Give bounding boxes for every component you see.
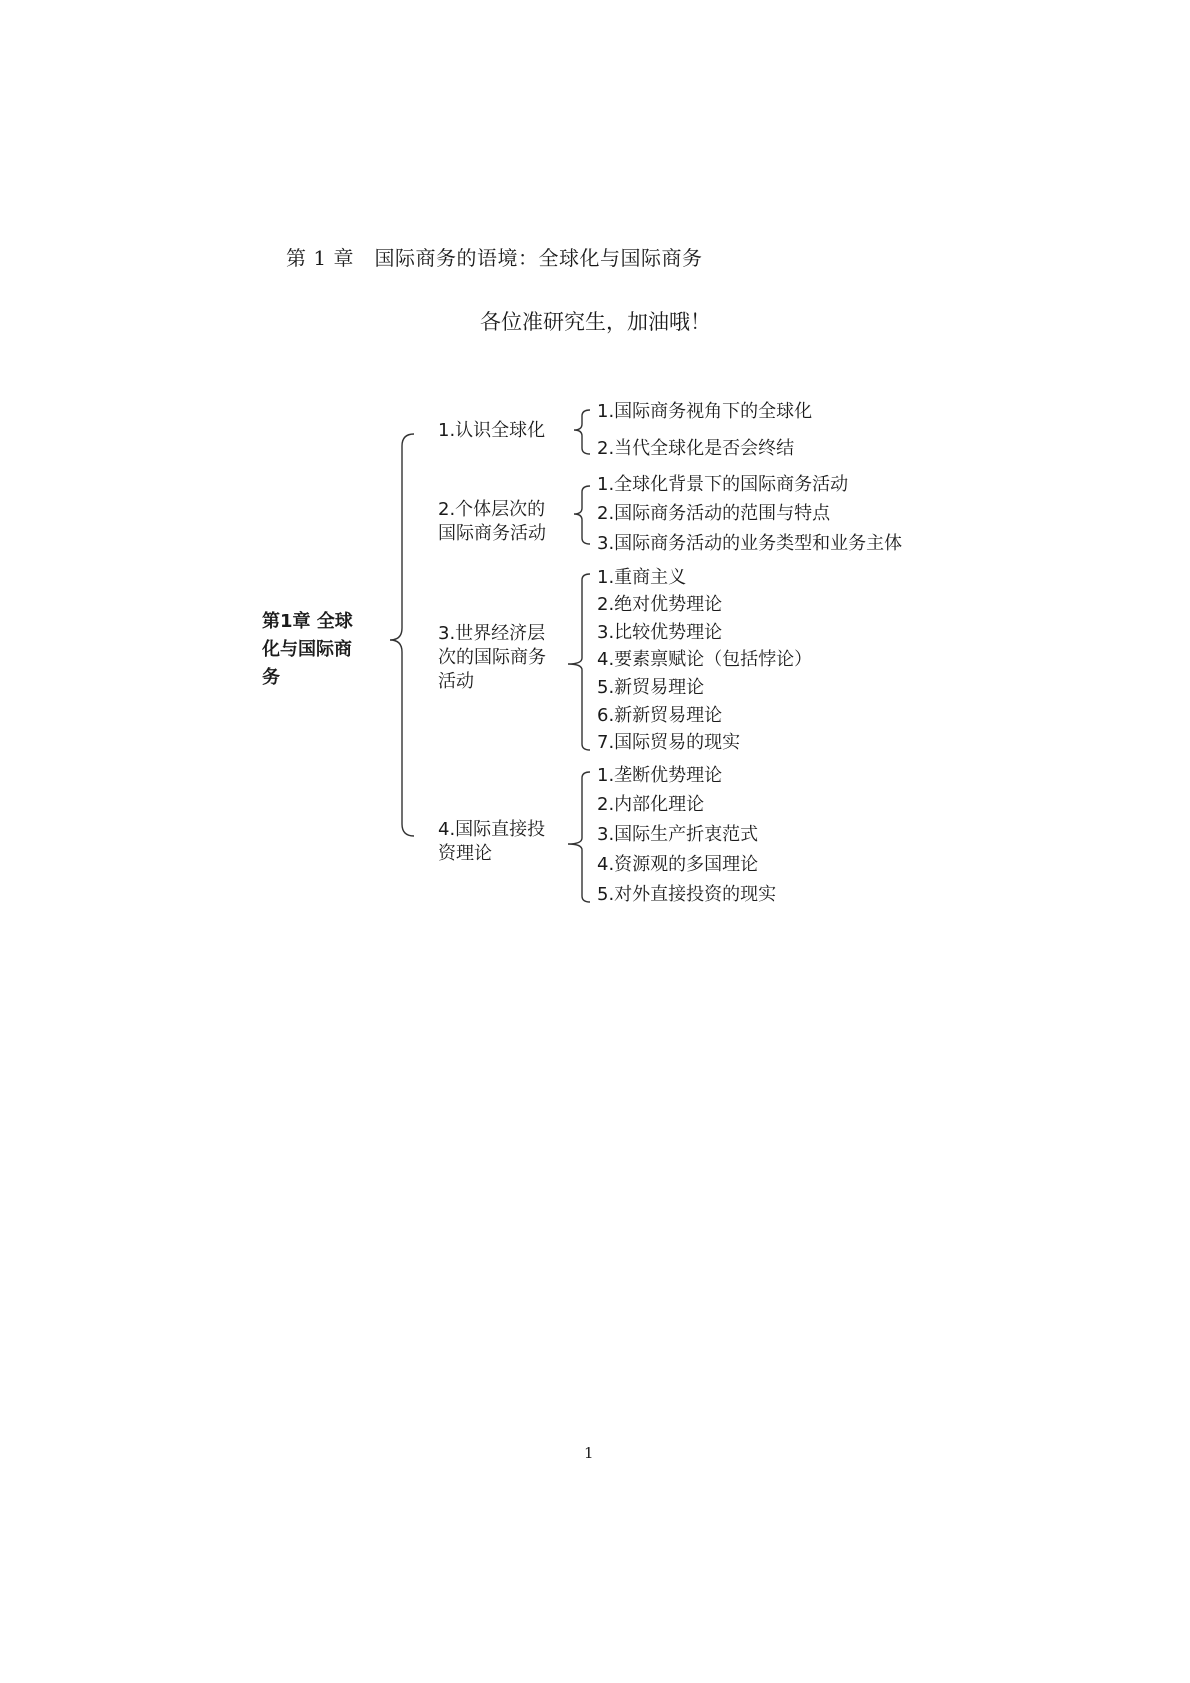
branch-2-item: 1.全球化背景下的国际商务活动: [597, 474, 849, 495]
branch-3-item: 5.新贸易理论: [597, 677, 705, 698]
branch-1-item: 2.当代全球化是否会终结: [597, 438, 795, 459]
mindmap-root: 第1章 全球化与国际商务: [262, 611, 353, 688]
branch-2-item: 3.国际商务活动的业务类型和业务主体: [597, 533, 903, 554]
branch-4-bracket: [568, 772, 590, 902]
page-number: 1: [584, 1444, 594, 1462]
branch-2-bracket: [574, 486, 590, 544]
branch-4-item: 1.垄断优势理论: [597, 765, 723, 786]
branch-3-bracket: [568, 574, 590, 750]
branch-3-item: 7.国际贸易的现实: [597, 732, 741, 753]
branch-2-label: 2.个体层次的国际商务活动: [438, 499, 546, 544]
branch-3-item: 1.重商主义: [597, 567, 687, 588]
branch-3-item: 4.要素禀赋论（包括悖论）: [597, 649, 813, 670]
branch-4-label: 4.国际直接投资理论: [438, 819, 546, 864]
branch-4-item: 3.国际生产折衷范式: [597, 824, 759, 845]
branch-3-label: 3.世界经济层次的国际商务活动: [438, 623, 546, 692]
branch-2-item: 2.国际商务活动的范围与特点: [597, 503, 831, 524]
branch-3-item: 2.绝对优势理论: [597, 594, 723, 615]
root-bracket: [390, 434, 414, 836]
branch-4-item: 5.对外直接投资的现实: [597, 884, 777, 905]
branch-4-item: 2.内部化理论: [597, 794, 705, 815]
chapter-title: 第 1 章 国际商务的语境：全球化与国际商务: [286, 246, 703, 270]
branch-4-item: 4.资源观的多国理论: [597, 854, 759, 875]
encouragement-subtitle: 各位准研究生，加油哦！: [480, 310, 711, 334]
branch-3-item: 3.比较优势理论: [597, 622, 723, 643]
branch-1-label: 1.认识全球化: [438, 420, 546, 441]
branch-1-item: 1.国际商务视角下的全球化: [597, 401, 813, 422]
branch-1-bracket: [574, 410, 590, 454]
branch-3-item: 6.新新贸易理论: [597, 705, 723, 726]
